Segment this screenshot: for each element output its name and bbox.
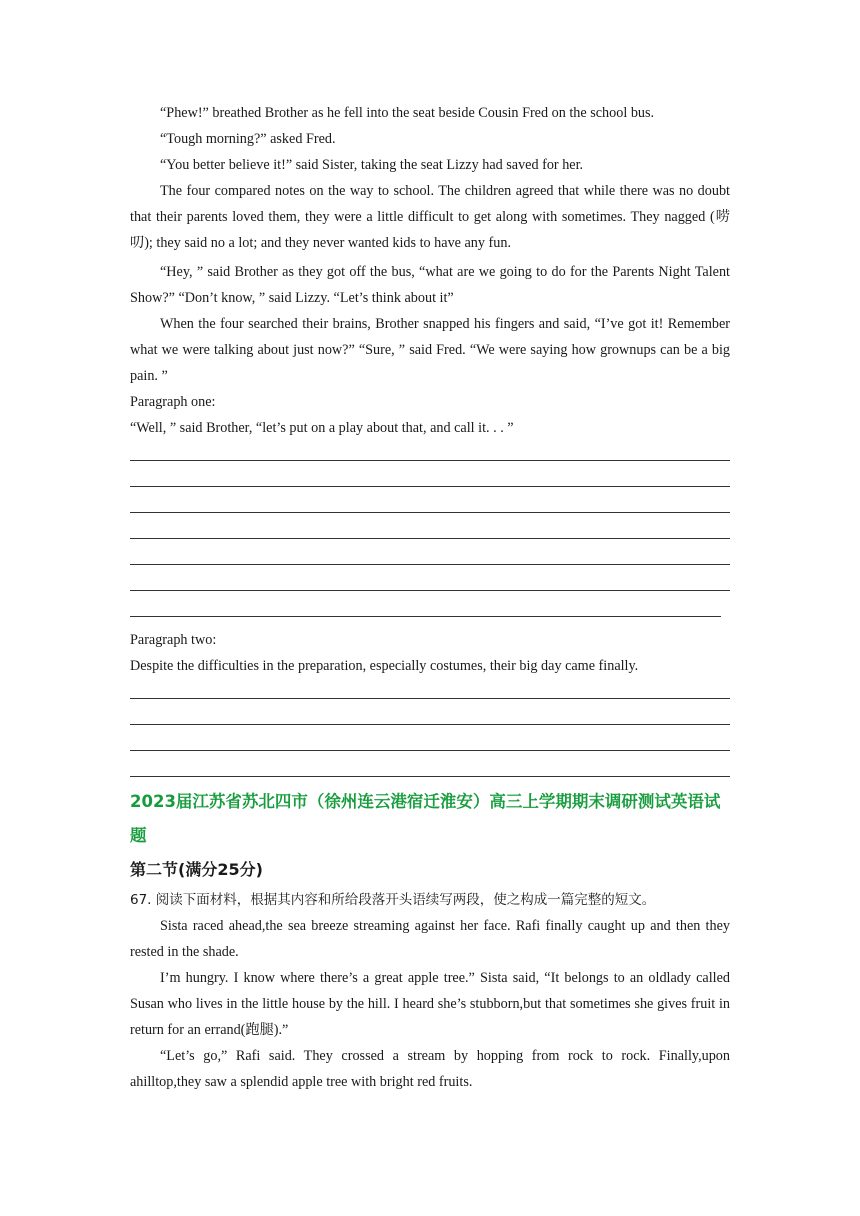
exam-title: 2023届江苏省苏北四市（徐州连云港宿迁淮安）高三上学期期末调研测试英语试题 bbox=[130, 792, 721, 845]
writing-line[interactable] bbox=[130, 597, 730, 623]
writing-line[interactable] bbox=[130, 545, 730, 571]
writing-line[interactable] bbox=[130, 757, 730, 783]
paragraph-one-writing-area bbox=[130, 441, 730, 623]
writing-line[interactable] bbox=[130, 467, 730, 493]
writing-line[interactable] bbox=[130, 493, 730, 519]
question-instruction: 67. 阅读下面材料，根据其内容和所给段落开头语续写两段，使之构成一篇完整的短文。 bbox=[130, 892, 656, 908]
writing-line[interactable] bbox=[130, 441, 730, 467]
writing-line[interactable] bbox=[130, 731, 730, 757]
writing-line[interactable] bbox=[130, 679, 730, 705]
paragraph-two-writing-area bbox=[130, 679, 730, 783]
writing-line[interactable] bbox=[130, 571, 730, 597]
story-line: “Phew!” breathed Brother as he fell into the seat beside Cousin Fred on the school bus. bbox=[160, 105, 655, 121]
section-heading: 第二节(满分25分) bbox=[130, 860, 263, 879]
writing-line[interactable] bbox=[130, 519, 730, 545]
story-paragraph: “Let’s go,” Rafi said. They crossed a stream by hopping from rock to rock. Finally,upon ahilltop,they saw a splendid apple tree with bright red fruits. bbox=[130, 1048, 730, 1090]
story-paragraph: Sista raced ahead,the sea breeze streaming against her face. Rafi finally caught up and then they rested in the shade. bbox=[130, 918, 730, 960]
paragraph-two-label: Paragraph two: bbox=[130, 632, 217, 648]
paragraph-two-start: Despite the difficulties in the preparation, especially costumes, their big day came finally. bbox=[130, 658, 639, 674]
writing-line[interactable] bbox=[130, 705, 730, 731]
story-paragraph: I’m hungry. I know where there’s a great apple tree.” Sista said, “It belongs to an oldlady called Susan who lives in the little house by the hill. I heard she’s stubborn,but that sometimes she gives fruit in return for an errand(跑腿).” bbox=[130, 970, 730, 1038]
paragraph-one-label: Paragraph one: bbox=[130, 394, 216, 410]
story-paragraph: When the four searched their brains, Brother snapped his fingers and said, “I’ve got it! Remember what we were talking about just now?” “Sure, ” said Fred. “We were saying how grownups can be a big pain. ” bbox=[130, 316, 730, 384]
story-line: “You better believe it!” said Sister, taking the seat Lizzy had saved for her. bbox=[160, 157, 584, 173]
page-content bbox=[130, 100, 730, 1095]
story-paragraph: “Hey, ” said Brother as they got off the bus, “what are we going to do for the Parents Night Talent Show?” “Don’t know, ” said Lizzy. “Let’s think about it” bbox=[130, 264, 730, 306]
paragraph-one-start: “Well, ” said Brother, “let’s put on a play about that, and call it. . . ” bbox=[130, 420, 514, 436]
story-paragraph: The four compared notes on the way to school. The children agreed that while there was no doubt that their parents loved them, they were a little difficult to get along with sometimes. They nagged (唠叨); they said no a lot; and they never wanted kids to have any fun. bbox=[130, 183, 730, 251]
story-line: “Tough morning?” asked Fred. bbox=[160, 131, 336, 147]
